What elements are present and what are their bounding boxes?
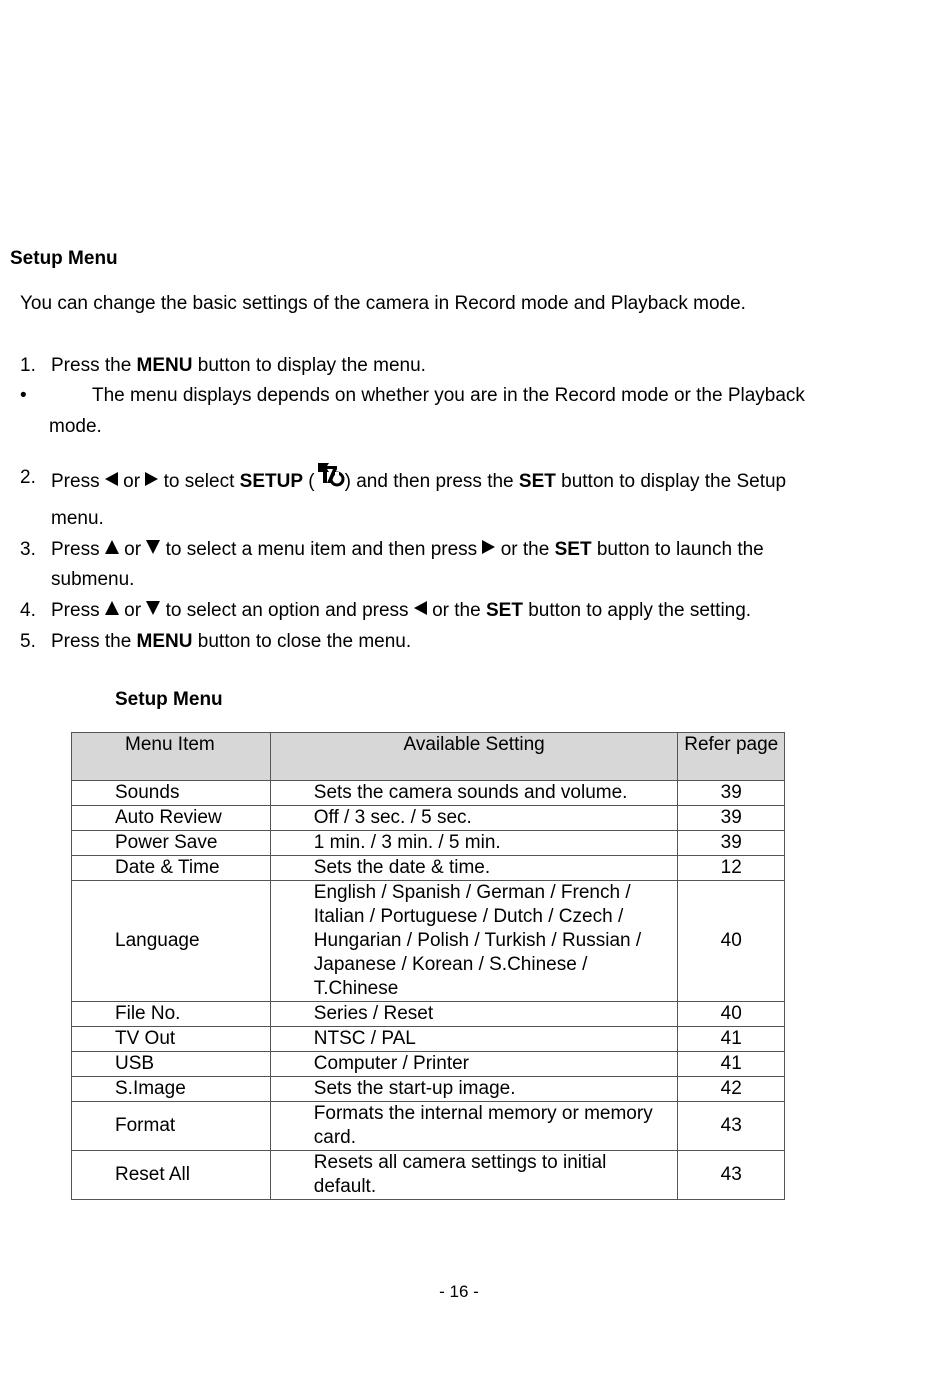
cell-menu-item: Reset All	[72, 1151, 271, 1200]
setup-menu-table	[71, 732, 785, 1200]
cell-menu-item: USB	[72, 1052, 271, 1077]
table-row	[72, 881, 785, 1002]
cell-setting: Sets the start-up image.	[270, 1077, 678, 1102]
table-row	[72, 1027, 785, 1052]
table-header-row	[72, 733, 785, 781]
cell-setting: Series / Reset	[270, 1002, 678, 1027]
right-triangle-icon	[145, 472, 158, 486]
header-available-setting: Available Setting	[270, 733, 678, 781]
table-row	[72, 831, 785, 856]
setting-line: Japanese / Korean / S.Chinese /	[313, 954, 588, 975]
page-number: - 16 -	[439, 1282, 479, 1301]
step-5-number: 5.	[20, 631, 36, 652]
cell-page: 41	[678, 1052, 785, 1077]
cell-menu-item: Date & Time	[72, 856, 271, 881]
bullet-text-line1: The menu displays depends on whether you are in the Record mode or the Playback	[92, 385, 805, 406]
bullet-text-line2: mode.	[49, 416, 102, 437]
cell-page: 40	[678, 1002, 785, 1027]
bullet-symbol: •	[20, 385, 27, 406]
cell-page: 12	[678, 856, 785, 881]
step-2-text: Press or to select SETUP ( ) and then press the SET button to display the Setup	[51, 459, 786, 501]
left-triangle-icon	[414, 601, 427, 615]
down-triangle-icon	[146, 540, 160, 554]
right-triangle-icon	[482, 540, 495, 554]
table-row	[72, 1052, 785, 1077]
cell-setting	[270, 881, 678, 1002]
cell-setting	[270, 1151, 678, 1200]
up-triangle-icon	[105, 540, 119, 554]
intro-paragraph: You can change the basic settings of the camera in Record mode and Playback mode.	[20, 293, 746, 314]
setting-line: card.	[313, 1127, 357, 1148]
setting-line: Italian / Portuguese / Dutch / Czech /	[313, 906, 624, 927]
section-heading: Setup Menu	[10, 248, 118, 269]
table-row	[72, 1077, 785, 1102]
cell-menu-item: Language	[72, 881, 271, 1002]
cell-page: 42	[678, 1077, 785, 1102]
step-3-number: 3.	[20, 539, 36, 560]
step-5-text: Press the MENU button to close the menu.	[51, 631, 412, 652]
table-title: Setup Menu	[115, 689, 223, 710]
cell-menu-item: TV Out	[72, 1027, 271, 1052]
cell-setting: NTSC / PAL	[270, 1027, 678, 1052]
table-row	[72, 856, 785, 881]
setting-line: Hungarian / Polish / Turkish / Russian /	[313, 930, 642, 951]
cell-setting: Sets the date & time.	[270, 856, 678, 881]
left-triangle-icon	[105, 472, 118, 486]
table-row	[72, 1151, 785, 1200]
table-row	[72, 806, 785, 831]
setting-line: T.Chinese	[313, 978, 399, 999]
cell-setting	[270, 1102, 678, 1151]
table-row	[72, 781, 785, 806]
cell-page: 39	[678, 806, 785, 831]
table-row	[72, 1002, 785, 1027]
step-3-text: Press or to select a menu item and then press or the SET button to launch the	[51, 539, 764, 560]
cell-menu-item: S.Image	[72, 1077, 271, 1102]
cell-page: 39	[678, 781, 785, 806]
cell-page: 40	[678, 881, 785, 1002]
setting-line: Resets all camera settings to initial	[313, 1152, 607, 1173]
step-4-text: Press or to select an option and press or the SET button to apply the setting.	[51, 600, 752, 621]
step-2-number: 2.	[20, 467, 36, 488]
step-4-number: 4.	[20, 600, 36, 621]
cell-page: 43	[678, 1102, 785, 1151]
step-1-number: 1.	[20, 355, 36, 376]
cell-menu-item: Power Save	[72, 831, 271, 856]
cell-setting: 1 min. / 3 min. / 5 min.	[270, 831, 678, 856]
header-refer-page: Refer page	[678, 733, 785, 781]
cell-page: 41	[678, 1027, 785, 1052]
step-1-text: Press the MENU button to display the menu.	[51, 355, 426, 376]
down-triangle-icon	[146, 601, 160, 615]
cell-menu-item: Format	[72, 1102, 271, 1151]
setup-icon	[315, 459, 345, 489]
cell-setting: Off / 3 sec. / 5 sec.	[270, 806, 678, 831]
setting-line: Formats the internal memory or memory	[313, 1103, 653, 1124]
step-3-text-line2: submenu.	[51, 569, 135, 590]
cell-menu-item: Sounds	[72, 781, 271, 806]
cell-setting: Computer / Printer	[270, 1052, 678, 1077]
setting-line: default.	[313, 1176, 377, 1197]
cell-menu-item: File No.	[72, 1002, 271, 1027]
table-row	[72, 1102, 785, 1151]
cell-menu-item: Auto Review	[72, 806, 271, 831]
cell-setting: Sets the camera sounds and volume.	[270, 781, 678, 806]
cell-page: 39	[678, 831, 785, 856]
setting-line: English / Spanish / German / French /	[313, 882, 631, 903]
step-2-text-line2: menu.	[51, 508, 104, 529]
cell-page: 43	[678, 1151, 785, 1200]
header-menu-item: Menu Item	[72, 733, 271, 781]
up-triangle-icon	[105, 601, 119, 615]
